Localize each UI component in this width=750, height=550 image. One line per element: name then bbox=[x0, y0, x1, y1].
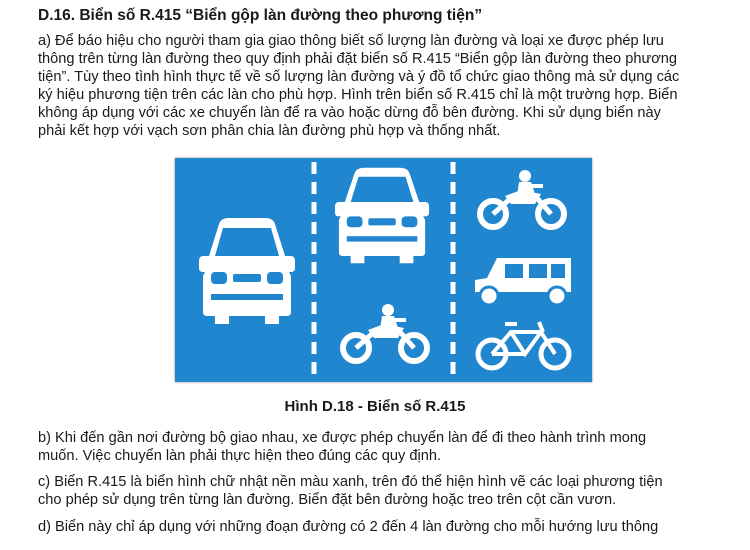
paragraph-line: b) Khi đến gần nơi đường bộ giao nhau, xe được phép chuyển làn để đi theo hành trình mong bbox=[38, 430, 647, 446]
paragraph-line: c) Biển R.415 là biển hình chữ nhật nền màu xanh, trên đó thể hiện hình vẽ các loại phương tiện bbox=[38, 474, 663, 490]
paragraph-line: a) Để báo hiệu cho người tham gia giao thông biết số lượng làn đường và loại xe được phép lưu bbox=[38, 33, 664, 49]
paragraph-line: phải kết hợp với vạch sơn phân chia làn đường phù hợp và thống nhất. bbox=[38, 123, 501, 139]
paragraph-line: d) Biển này chỉ áp dụng với những đoạn đường có 2 đến 4 làn đường cho mỗi hướng lưu thông bbox=[38, 519, 659, 535]
paragraph-line: tiện”. Tùy theo tình hình thực tế về số lượng làn đường và ý đồ tổ chức giao thông mà sử dụng các bbox=[38, 69, 680, 85]
sign-r415 bbox=[175, 158, 592, 382]
car-icon bbox=[199, 218, 295, 324]
paragraph-a bbox=[38, 32, 738, 140]
paragraph-c bbox=[38, 473, 738, 509]
motorcycle-icon bbox=[343, 304, 427, 361]
paragraph-b bbox=[38, 429, 738, 465]
car-icon bbox=[335, 168, 429, 263]
three-wheeler-icon bbox=[475, 258, 571, 305]
paragraph-line: cho phép sử dụng trên từng làn đường. Biển đặt bên đường hoặc treo trên cột cần vươn. bbox=[38, 492, 617, 508]
paragraph-line: thông trên từng làn đường theo quy định phải đặt biển số R.415 “Biển gộp làn đường theo phương bbox=[38, 51, 678, 67]
section-heading: D.16. Biển số R.415 “Biển gộp làn đường theo phương tiện” bbox=[38, 7, 483, 24]
paragraph-d bbox=[38, 518, 738, 536]
bicycle-icon bbox=[478, 322, 569, 368]
figure-caption: Hình D.18 - Biển số R.415 bbox=[284, 398, 466, 415]
motorcycle-icon bbox=[480, 170, 564, 227]
paragraph-line: không áp dụng với các xe chuyển làn để ra vào hoặc dừng đỗ bên đường. Khi sử dụng biển này bbox=[38, 105, 661, 121]
sign-graphic bbox=[175, 158, 592, 382]
paragraph-line: muốn. Việc chuyển làn phải thực hiện theo đúng các quy định. bbox=[38, 448, 441, 464]
paragraph-line: ký hiệu phương tiện trên các làn cho phù hợp. Hình trên biển số R.415 chỉ là một trường hợp. Biển bbox=[38, 87, 678, 103]
